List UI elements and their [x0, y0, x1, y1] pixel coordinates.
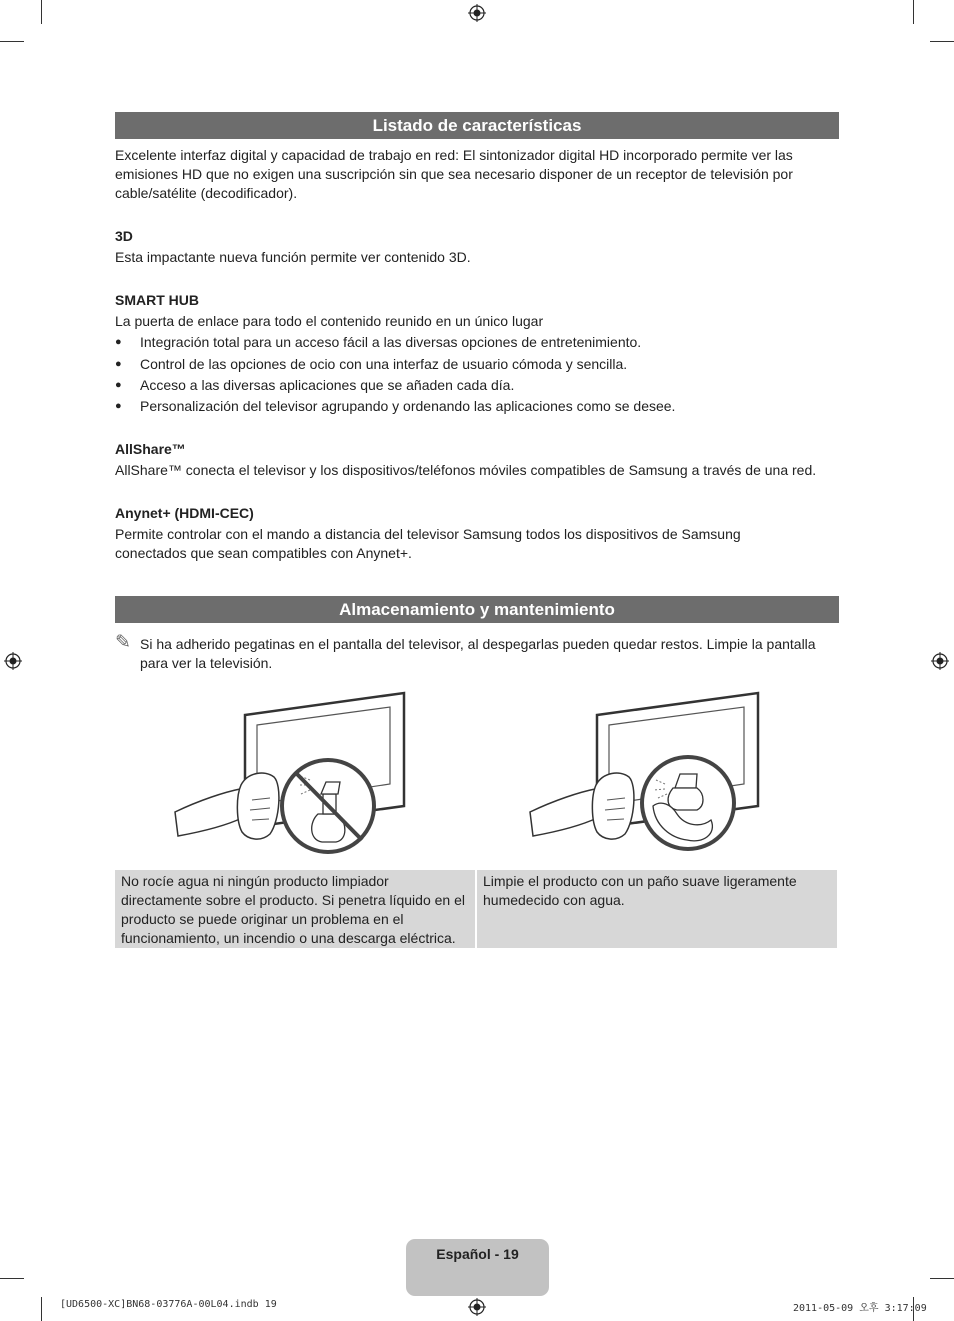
crop-mark — [41, 0, 42, 24]
feature-heading-3d: 3D — [115, 228, 133, 244]
section-header-features: Listado de características — [115, 112, 839, 139]
footer-file-info: [UD6500-XC]BN68-03776A-00L04.indb 19 — [60, 1299, 277, 1310]
section-header-storage: Almacenamiento y mantenimiento — [115, 596, 839, 623]
crop-mark — [0, 41, 24, 42]
illustration-cloth-wipe — [525, 688, 805, 860]
crop-mark — [0, 1278, 24, 1279]
features-intro: Excelente interfaz digital y capacidad de trabajo en red: El sintonizador digital HD incorporado permite ver las emisiones HD que no exigen una suscripción sin que sea necesario disponer de un receptor de televisión por cable/satélite (decodificador). — [115, 147, 793, 201]
bullet-icon: ● — [115, 358, 122, 370]
registration-mark-icon — [931, 652, 949, 670]
footer-timestamp: 2011-05-09 오후 3:17:09 — [793, 1303, 927, 1314]
registration-mark-icon — [4, 652, 22, 670]
feature-text-smart-hub: La puerta de enlace para todo el contenido reunido en un único lugar — [115, 313, 544, 329]
registration-mark-icon — [468, 4, 486, 22]
feature-text-allshare: AllShare™ conecta el televisor y los dispositivos/teléfonos móviles compatibles de Samsung a través de una red. — [115, 462, 817, 478]
crop-mark — [930, 1278, 954, 1279]
feature-text-anynet: Permite controlar con el mando a distancia del televisor Samsung todos los dispositivos de Samsung conectados que sean compatibles con Anynet+. — [115, 526, 741, 561]
page-number: Español - 19 — [436, 1246, 519, 1262]
bullet-icon: ● — [115, 336, 122, 348]
caption-no-spray: No rocíe agua ni ningún producto limpiador directamente sobre el producto. Si penetra líquido en el producto se puede originar un problema en el funcionamiento, un incendio o una descarga eléctrica. — [115, 870, 475, 948]
registration-mark-icon — [468, 1298, 486, 1316]
bullet-icon: ● — [115, 379, 122, 391]
feature-heading-allshare: AllShare™ — [115, 441, 186, 457]
feature-text-3d: Esta impactante nueva función permite ver contenido 3D. — [115, 249, 471, 265]
feature-heading-smart-hub: SMART HUB — [115, 292, 199, 308]
crop-mark — [930, 41, 954, 42]
crop-mark — [913, 0, 914, 24]
note-pencil-icon: ✎ — [115, 632, 131, 653]
crop-mark — [41, 1297, 42, 1321]
bullet-icon: ● — [115, 400, 122, 412]
feature-heading-anynet: Anynet+ (HDMI-CEC) — [115, 505, 254, 521]
caption-cloth-wipe: Limpie el producto con un paño suave ligeramente humedecido con agua. — [477, 870, 837, 948]
illustration-no-spray — [170, 688, 450, 860]
